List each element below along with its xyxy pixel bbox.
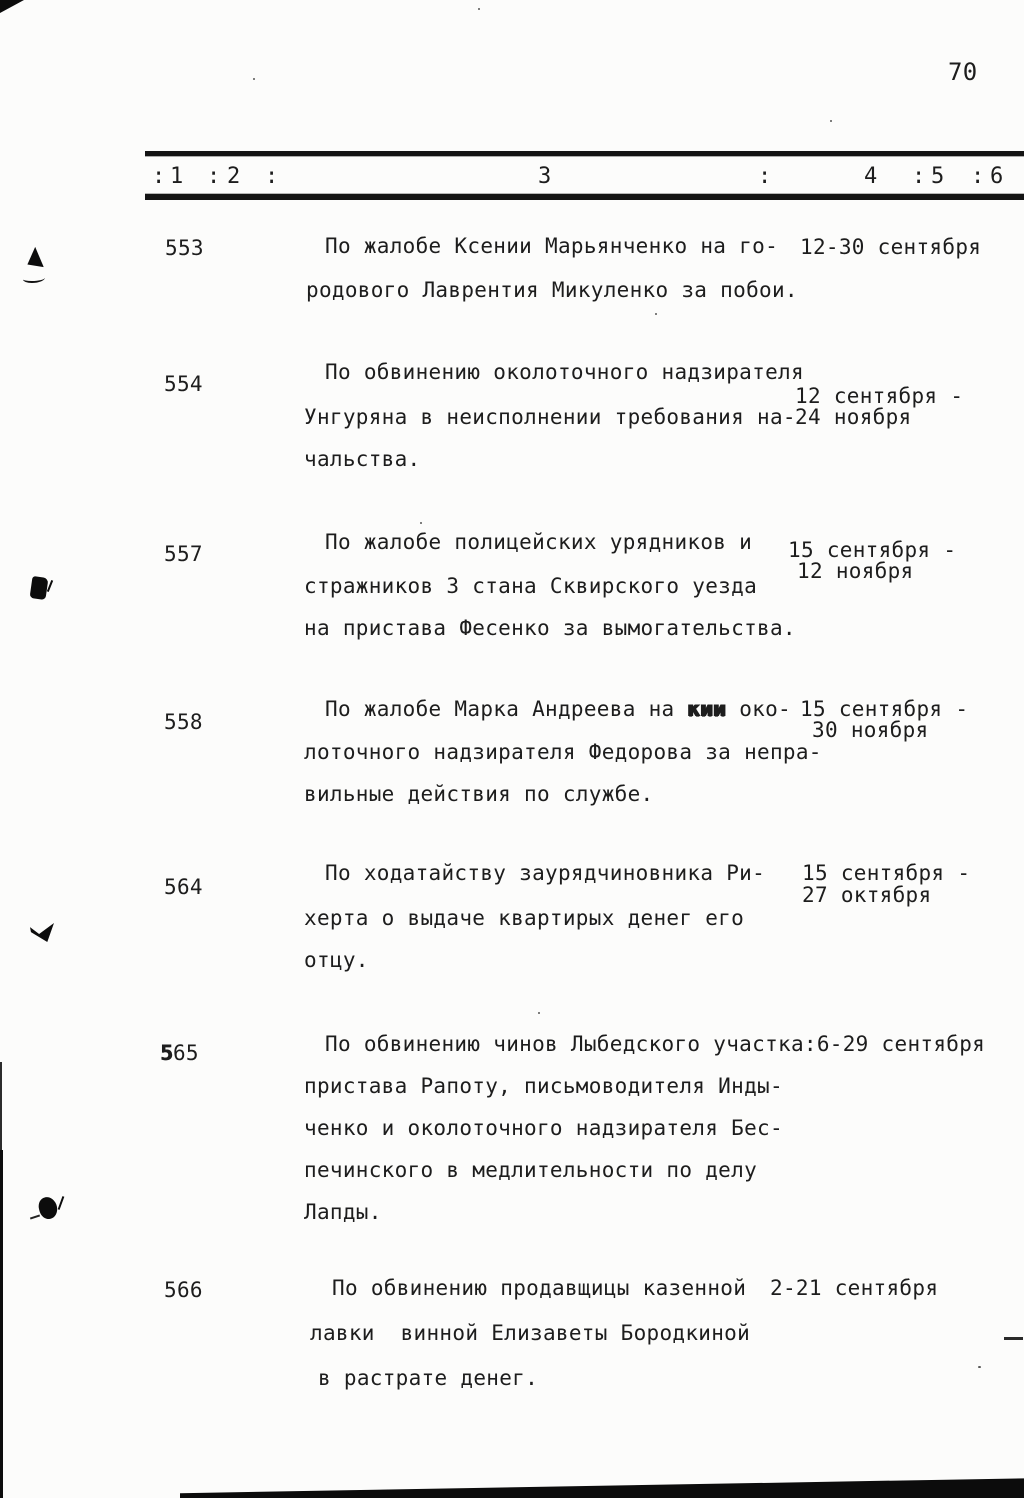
entry-text-line: Лапды. (304, 1200, 382, 1224)
paper-speck (420, 522, 422, 524)
header-col-3: 3 (538, 164, 552, 189)
left-edge-scan-line (0, 1062, 2, 1158)
entry-date: 15 сентября - (800, 697, 969, 721)
entry-date: 12 ноября (797, 559, 914, 583)
entry-date: 30 ноября (812, 718, 929, 742)
round-ink-blot-slash (58, 1196, 65, 1210)
paper-speck (830, 120, 832, 122)
entry-number: 557 (164, 542, 203, 566)
entry-number: 554 (164, 372, 203, 396)
entry-date: 12-30 сентября (800, 235, 982, 259)
round-ink-blot (37, 1195, 59, 1220)
header-colon: : (971, 164, 985, 189)
header-rule-bottom (145, 194, 1024, 200)
entry-text-segment: По обвинению чинов Лыбедского участка: (325, 1032, 817, 1056)
entry-text-line: отцу. (304, 948, 369, 972)
entry-text-line: Унгуряна в неисполнении требования на- (304, 405, 796, 429)
header-colon: : (758, 164, 772, 189)
entry-text-line: херта о выдаче квартирых денег его (304, 906, 745, 930)
entry-text-line: По ходатайству заурядчиновника Ри- (325, 861, 766, 885)
entry-date: 6-29 сентября (816, 1032, 986, 1056)
entry-number: 564 (164, 875, 203, 899)
entry-date: 24 ноября (795, 405, 912, 429)
overtyped-word: кии (687, 697, 727, 721)
header-col-2: 2 (227, 164, 241, 189)
entry-text-line (325, 1034, 985, 1055)
entry-number: 566 (164, 1278, 203, 1302)
entry-date: 27 октября (802, 883, 932, 907)
entry-text-line: печинского в медлительности по делу (304, 1158, 758, 1182)
header-col-6: 6 (990, 164, 1004, 189)
header-col-4: 4 (864, 164, 878, 189)
entry-date: 2-21 сентября (770, 1276, 939, 1300)
entry-date: 15 сентября - (788, 538, 957, 562)
entry-text-segment: По жалобе Марка Андреева на (325, 697, 688, 721)
entry-number: 558 (164, 710, 203, 734)
entry-text-line: По жалобе полицейских урядников и (325, 530, 753, 554)
entry-text-line: лавки винной Елизаветы Бородкиной (310, 1321, 751, 1345)
entry-text-line: По обвинению продавщицы казенной (332, 1276, 747, 1300)
entry-text-line: в растрате денег. (318, 1366, 539, 1390)
paper-speck (655, 313, 657, 315)
header-colon: : (152, 164, 166, 189)
entry-text-line: лоточного надзирателя Федорова за непра- (304, 740, 822, 764)
margin-dash (1004, 1337, 1023, 1340)
entry-text-segment: око- (726, 697, 791, 721)
paper-speck (538, 1012, 540, 1014)
ink-blot (30, 576, 49, 600)
header-colon: : (912, 164, 926, 189)
entry-text-line: По жалобе Ксении Марьянченко на го- (325, 234, 779, 258)
header-col-5: 5 (931, 164, 945, 189)
entry-text-line: чальства. (304, 447, 421, 471)
entry-number: 553 (165, 236, 204, 260)
header-rule-top (145, 151, 1024, 156)
entry-text-line: ченко и околоточного надзирателя Бес- (304, 1116, 783, 1140)
corner-scan-wedge (0, 0, 24, 13)
entry-text-line (325, 699, 791, 720)
paper-speck (478, 8, 480, 10)
entry-text-line: пристава Рапоту, письмоводителя Инды- (304, 1074, 783, 1098)
entry-text-line: родового Лаврентия Микуленко за побои. (306, 278, 798, 302)
page-number: 70 (948, 58, 978, 86)
entry-date: 15 сентября - (802, 861, 971, 885)
header-colon: : (207, 164, 221, 189)
header-colon: : (265, 164, 279, 189)
sail-ink-mark-tail (23, 274, 45, 283)
entry-text-line: вильные действия по службе. (304, 782, 654, 806)
entry-text-line: По обвинению околоточного надзирателя (325, 360, 804, 384)
sail-ink-mark (26, 246, 45, 275)
entry-text-line: на пристава Фесенко за вымогательства. (304, 616, 796, 640)
check-ink-mark (30, 923, 54, 942)
paper-speck (253, 78, 255, 80)
entry-number: 565 (160, 1041, 199, 1065)
entry-date: 12 сентября - (795, 384, 964, 408)
entry-text-line: стражников 3 стана Сквирского уезда (304, 574, 758, 598)
header-col-1: 1 (170, 164, 184, 189)
paper-speck (978, 1366, 981, 1368)
bottom-scan-wedge (180, 1474, 1024, 1498)
round-ink-blot-tail (30, 1215, 40, 1220)
left-edge-scan-line (0, 1150, 3, 1498)
